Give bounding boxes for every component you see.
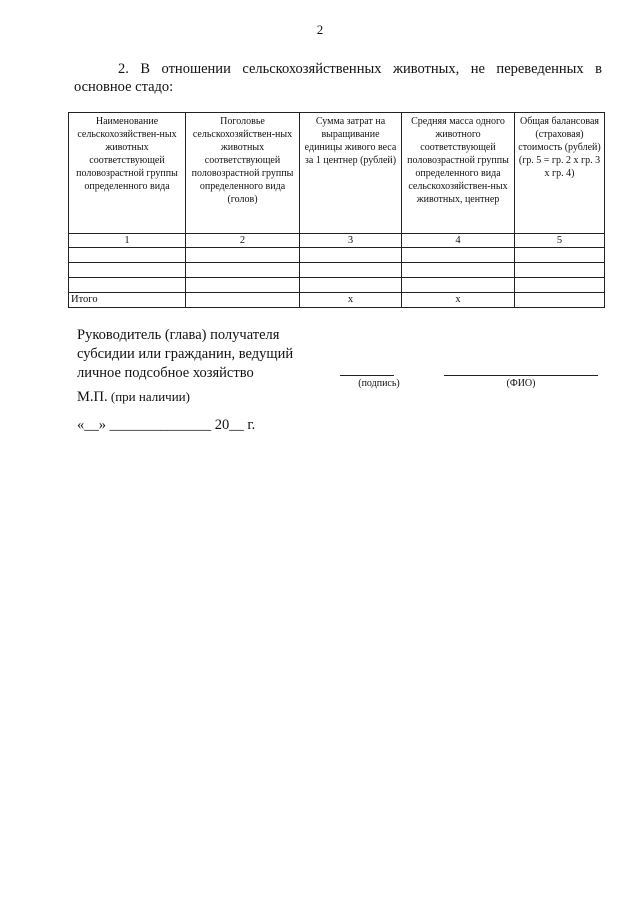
signer-line: личное подсобное хозяйство <box>77 365 254 381</box>
header-animal-name: Наименование сельскохозяйствен-ных животных соответствующей половозрастной группы определенного вида <box>69 113 186 234</box>
table-cell <box>69 263 186 278</box>
stamp-note: (при наличии) <box>110 389 190 404</box>
section-intro: 2. В отношении сельскохозяйственных животных, не переведенных в основное стадо: <box>74 61 602 95</box>
header-cost-per-unit: Сумма затрат на выращивание единицы живого веса за 1 центнер (рублей) <box>300 113 402 234</box>
total-label: Итого <box>69 293 186 308</box>
table-cell <box>515 248 605 263</box>
signer-line: субсидии или гражданин, ведущий <box>77 346 294 362</box>
table-cell <box>402 278 515 293</box>
table-row <box>69 278 605 293</box>
table-cell <box>300 278 402 293</box>
date-line: «__» ______________ 20__ г. <box>77 417 256 433</box>
table-row <box>69 263 605 278</box>
total-cell <box>186 293 300 308</box>
table-cell <box>402 248 515 263</box>
signature-line <box>340 375 394 376</box>
table-cell <box>515 263 605 278</box>
stamp-label: М.П. <box>77 389 108 405</box>
page-number: 2 <box>316 22 324 37</box>
column-number: 5 <box>515 234 605 248</box>
signer-line: Руководитель (глава) получателя <box>77 327 280 343</box>
table-cell <box>515 278 605 293</box>
table-cell <box>186 263 300 278</box>
total-row <box>69 293 605 308</box>
animals-table <box>68 112 605 308</box>
table-cell <box>300 248 402 263</box>
column-number: 3 <box>300 234 402 248</box>
table-cell <box>300 263 402 278</box>
column-number: 2 <box>186 234 300 248</box>
table-row <box>69 248 605 263</box>
total-cell <box>515 293 605 308</box>
header-livestock-count: Поголовье сельскохозяйствен-ных животных соответствующей половозрастной группы определенного вида (голов) <box>186 113 300 234</box>
column-number: 4 <box>402 234 515 248</box>
table-cell <box>186 278 300 293</box>
fio-line <box>444 375 598 376</box>
stamp-placeholder <box>77 389 190 406</box>
table-cell <box>69 248 186 263</box>
header-total-value: Общая балансовая (страховая) стоимость (рублей) (гр. 5 = гр. 2 х гр. 3 х гр. 4) <box>515 113 605 234</box>
total-cell: х <box>402 293 515 308</box>
column-number-row <box>69 234 605 248</box>
signature-caption: (подпись) <box>358 378 400 389</box>
header-average-mass: Средняя масса одного животного соответствующей половозрастной группы определенного вида сельскохозяйствен-ных животных, центнер <box>402 113 515 234</box>
signer-title <box>77 326 327 383</box>
table-cell <box>69 278 186 293</box>
fio-caption: (ФИО) <box>506 378 536 389</box>
table-header-row <box>69 113 605 234</box>
table-cell <box>402 263 515 278</box>
table-cell <box>186 248 300 263</box>
total-cell: х <box>300 293 402 308</box>
column-number: 1 <box>69 234 186 248</box>
